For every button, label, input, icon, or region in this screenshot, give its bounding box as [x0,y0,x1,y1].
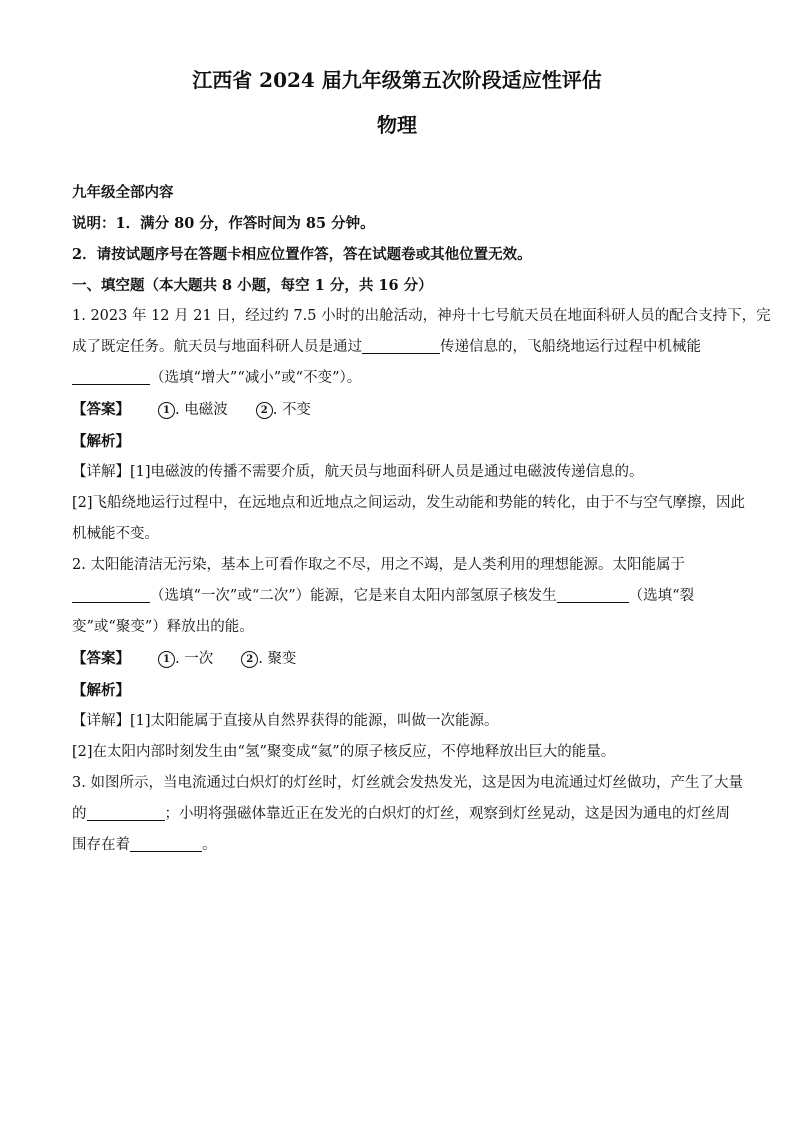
analysis-label: 【解析】 [72,433,130,450]
answer-blank [87,803,165,821]
question-1-detail-1: 【详解】[1]电磁波的传播不需要介质，航天员与地面科研人员是通过电磁波传递信息的。 [72,464,644,480]
subject-title: 物理 [377,113,417,137]
answer-blank [362,336,440,354]
question-3-line-1: 3. 如图所示，当电流通过白炽灯的灯丝时，灯丝就会发热发光，这是因为电流通过灯丝做功，产生了大量 [72,775,743,791]
question-1-answer: 【答案】 1 . 电磁波 2 . 不变 [72,401,311,418]
question-2-line-2: （选填“一次”或“二次”）能源，它是来自太阳内部氢原子核发生 （选填“裂 [72,581,722,612]
answer-label: 【答案】 [72,401,130,418]
question-1-line-2: 成了既定任务。航天员与地面科研人员是通过 传递信息的，飞船绕地运行过程中机械能 [72,332,722,363]
document-page [72,66,771,861]
analysis-label: 【解析】 [72,682,130,699]
answer-blank [130,834,202,852]
question-1-line-1: 1. 2023 年 12 月 21 日，经过约 7.5 小时的出舱活动，神舟十七号航天员在地面科研人员的配合支持下，完 [72,308,771,324]
answer-blank [72,585,150,603]
exam-title: 江西省 2024 届九年级第五次阶段适应性评估 [192,68,602,92]
question-1-line-3: （选填“增大”“减小”或“不变”）。 [72,363,722,394]
circled-number-1: 1 [158,402,175,419]
circled-number-2: 2 [241,651,258,668]
question-3-line-2: 的 ；小明将强磁体靠近正在发光的白炽灯的灯丝，观察到灯丝晃动，这是因为通电的灯丝周 [72,799,722,830]
question-2-line-1: 2. 太阳能清洁无污染，基本上可看作取之不尽，用之不竭，是人类利用的理想能源。太阳能属于 [72,557,685,573]
question-2-line-3: 变”或“聚变”）释放出的能。 [72,619,254,635]
instructions-note-1: 说明：1．满分 80 分，作答时间为 85 分钟。 [72,215,375,232]
answer-label: 【答案】 [72,650,130,667]
answer-blank [72,367,150,385]
question-1-detail-2: [2]飞船绕地运行过程中，在远地点和近地点之间运动，发生动能和势能的转化，由于不与空气摩擦，因此 [72,495,746,511]
section-heading: 一、填空题（本大题共 8 小题，每空 1 分，共 16 分） [72,277,433,294]
circled-number-1: 1 [158,651,175,668]
circled-number-2: 2 [256,402,273,419]
question-2-detail-1: 【详解】[1]太阳能属于直接从自然界获得的能源，叫做一次能源。 [72,713,499,729]
answer-blank [557,585,629,603]
question-2-answer: 【答案】 1 . 一次 2 . 聚变 [72,650,297,667]
instructions-note-2: 2．请按试题序号在答题卡相应位置作答，答在试题卷或其他位置无效。 [72,246,532,263]
question-2-detail-2: [2]在太阳内部时刻发生由“氢”聚变成“氦”的原子核反应，不停地释放出巨大的能量。 [72,744,616,760]
question-1-detail-3: 机械能不变。 [72,526,159,542]
question-3-line-3: 围存在着 。 [72,830,722,861]
exam-scope: 九年级全部内容 [72,184,174,201]
